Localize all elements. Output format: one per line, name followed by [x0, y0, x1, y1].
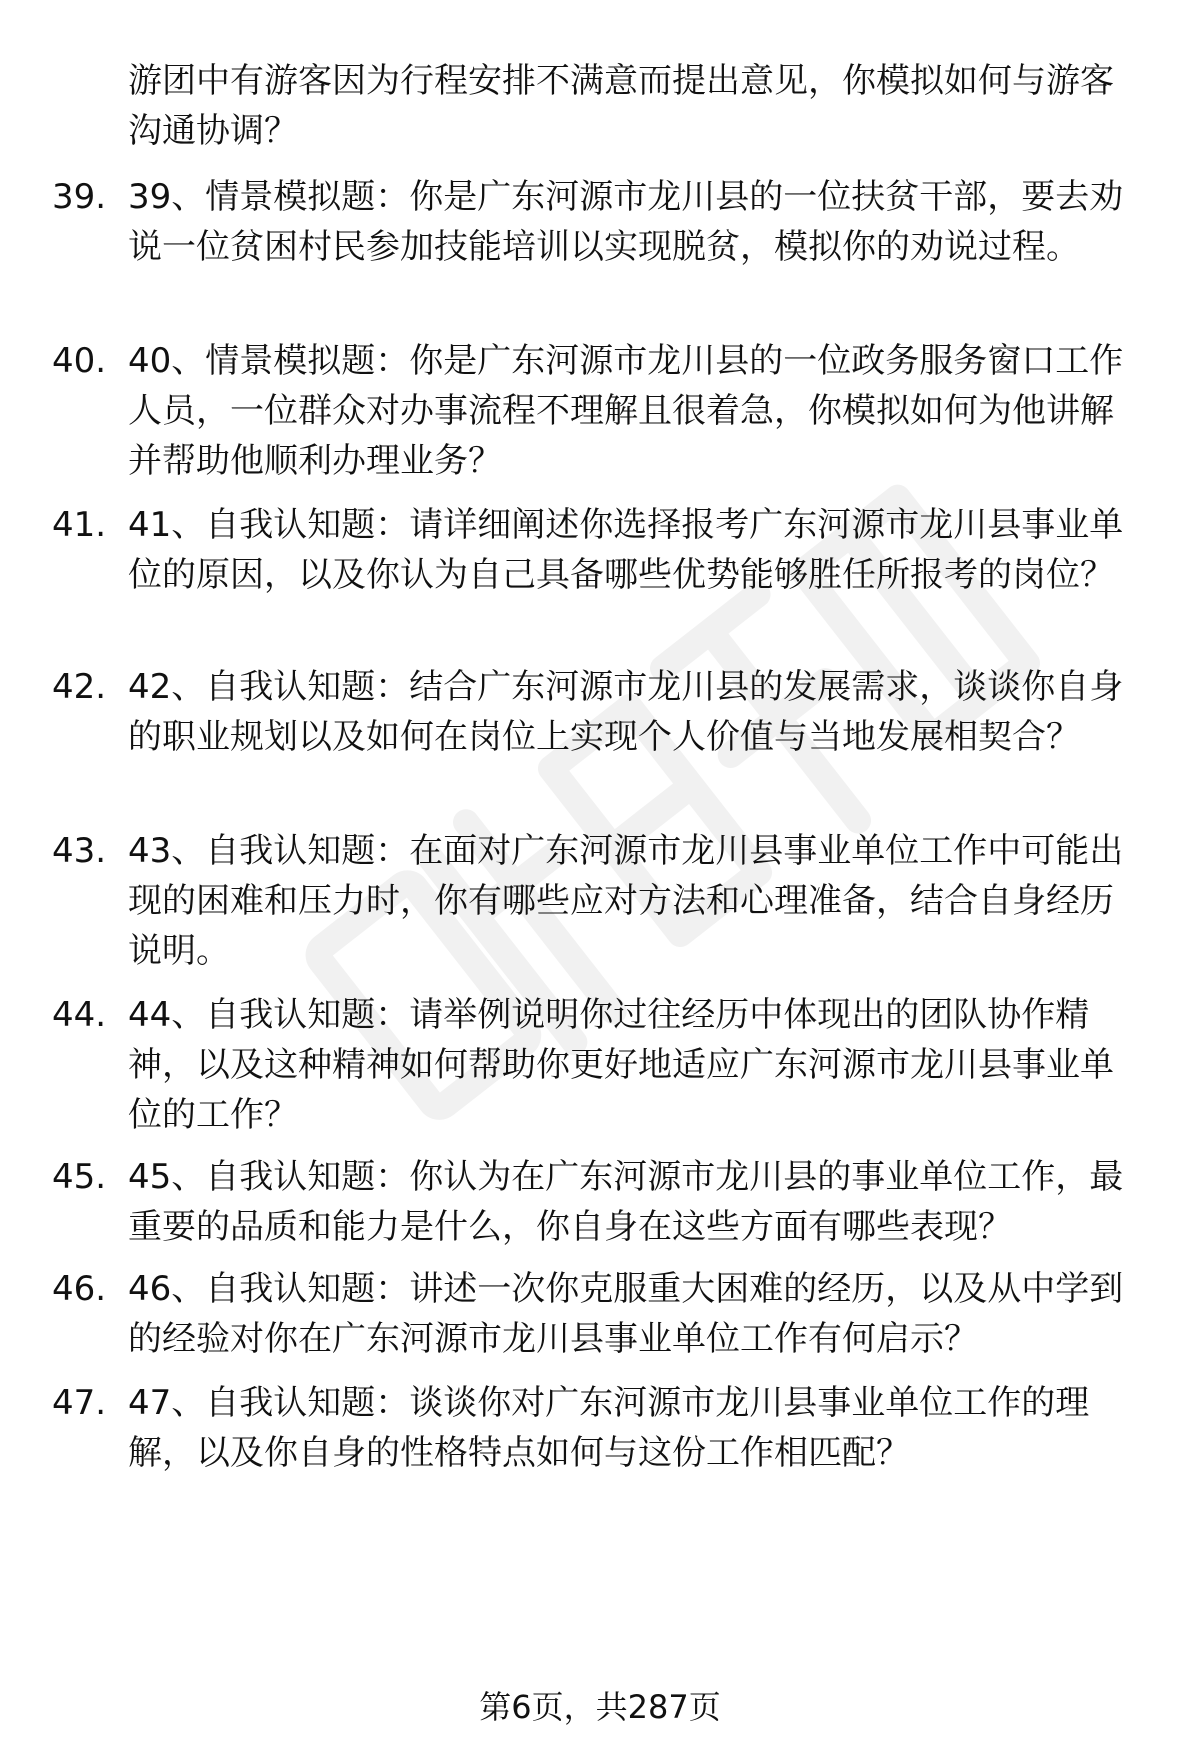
question-text: 42、自我认知题：结合广东河源市龙川县的发展需求，谈谈你自身的职业规划以及如何在岗位上实现个人价值与当地发展相契合？ — [128, 667, 1124, 757]
question-text: 43、自我认知题：在面对广东河源市龙川县事业单位工作中可能出现的困难和压力时，你有哪些应对方法和心理准备，结合自身经历说明。 — [128, 831, 1124, 971]
question-number: 47. — [52, 1383, 107, 1423]
question-text: 46、自我认知题：讲述一次你克服重大困难的经历，以及从中学到的经验对你在广东河源市龙川县事业单位工作有何启示？ — [128, 1269, 1124, 1359]
question-text: 39、情景模拟题：你是广东河源市龙川县的一位扶贫干部，要去劝说一位贫困村民参加技能培训以实现脱贫，模拟你的劝说过程。 — [128, 177, 1124, 267]
question-text: 41、自我认知题：请详细阐述你选择报考广东河源市龙川县事业单位的原因，以及你认为自己具备哪些优势能够胜任所报考的岗位？ — [128, 505, 1124, 595]
question-number: 45. — [52, 1157, 107, 1197]
question-text: 45、自我认知题：你认为在广东河源市龙川县的事业单位工作，最重要的品质和能力是什么，你自身在这些方面有哪些表现？ — [128, 1157, 1124, 1247]
question-number: 42. — [52, 667, 107, 707]
page-footer: 第6页，共287页 — [479, 1688, 721, 1726]
question-number: 40. — [52, 341, 107, 381]
question-number: 41. — [52, 505, 107, 545]
question-number: 43. — [52, 831, 107, 871]
question-continuation-text: 游团中有游客因为行程安排不满意而提出意见，你模拟如何与游客沟通协调？ — [128, 61, 1114, 151]
question-number: 44. — [52, 995, 107, 1035]
question-text: 44、自我认知题：请举例说明你过往经历中体现出的团队协作精神，以及这种精神如何帮助你更好地适应广东河源市龙川县事业单位的工作？ — [128, 995, 1114, 1135]
question-text: 47、自我认知题：谈谈你对广东河源市龙川县事业单位工作的理解，以及你自身的性格特点如何与这份工作相匹配？ — [128, 1383, 1090, 1473]
question-number: 46. — [52, 1269, 107, 1309]
question-text: 40、情景模拟题：你是广东河源市龙川县的一位政务服务窗口工作人员，一位群众对办事流程不理解且很着急，你模拟如何为他讲解并帮助他顺利办理业务？ — [128, 341, 1124, 481]
question-number: 39. — [52, 177, 107, 217]
